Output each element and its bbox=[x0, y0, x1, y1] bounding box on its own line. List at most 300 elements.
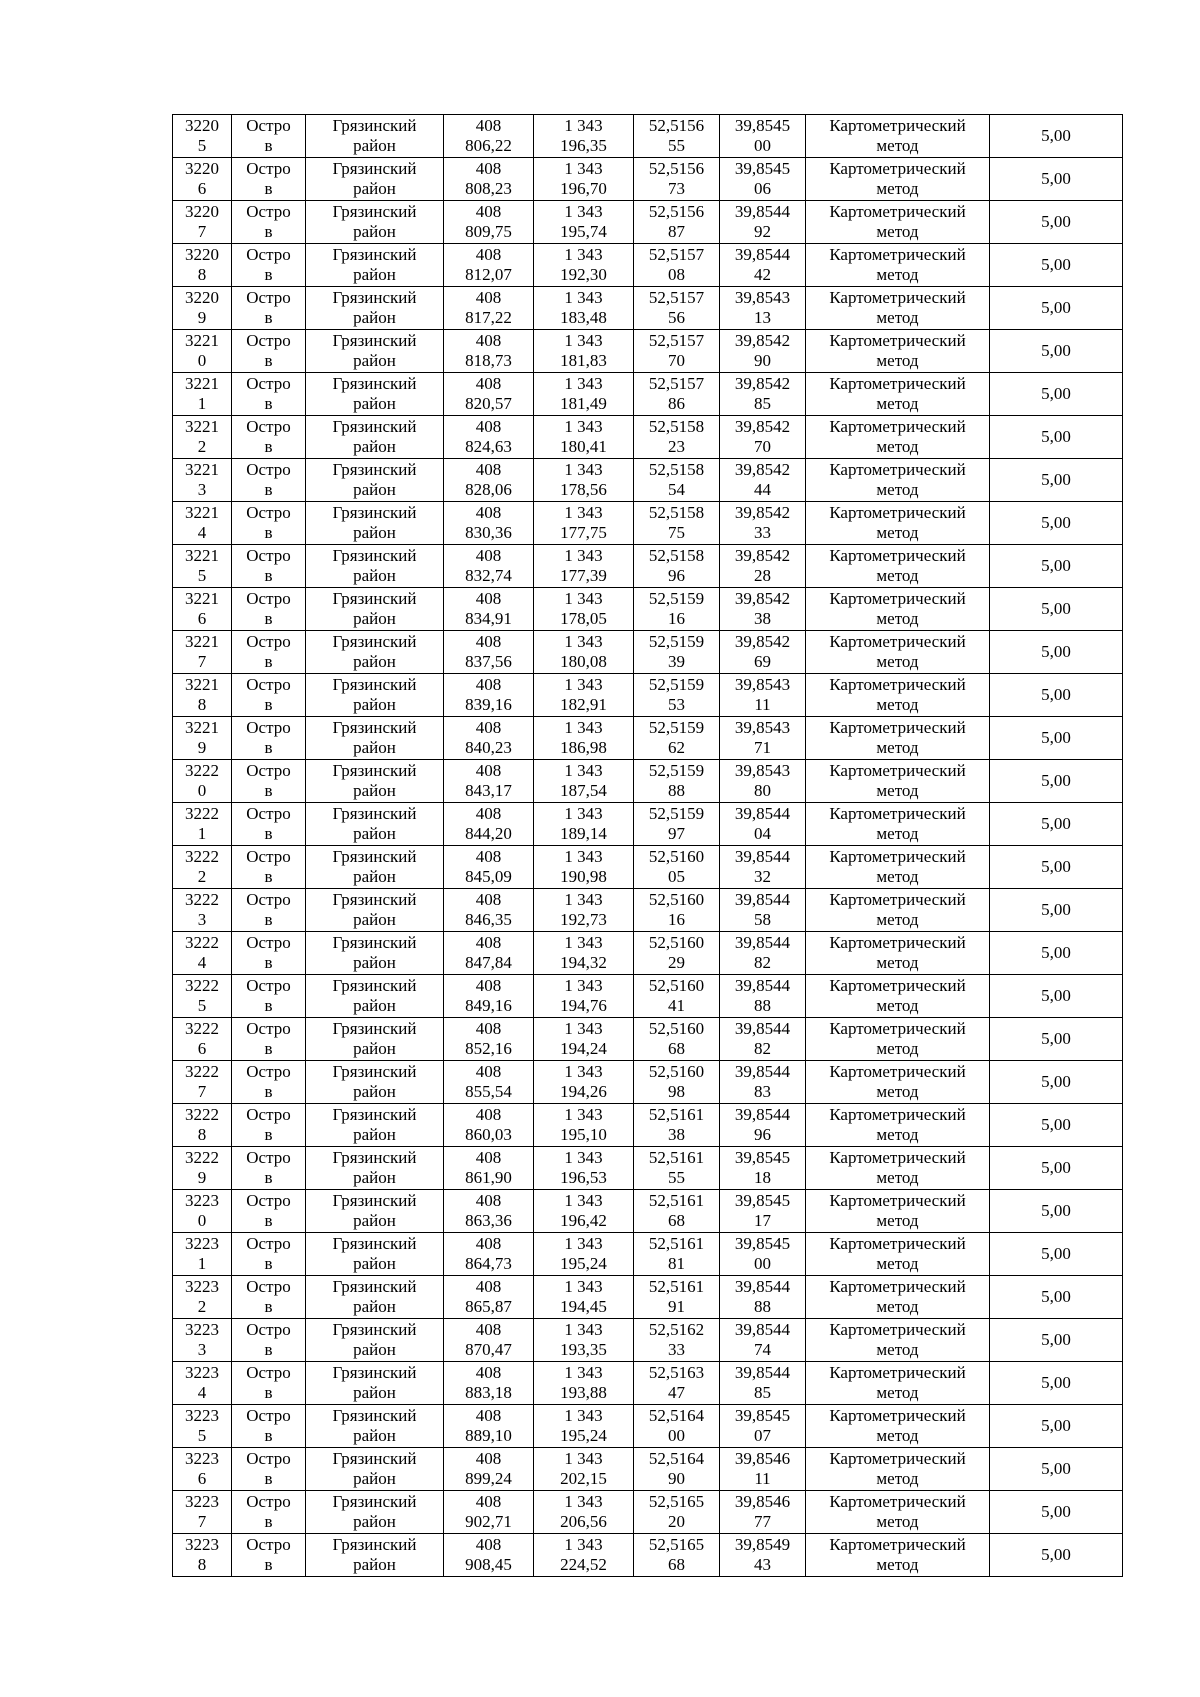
y-coordinate-cell bbox=[534, 588, 634, 631]
method-line: Картометрический bbox=[829, 675, 966, 694]
method-line: метод bbox=[876, 394, 919, 413]
district-cell bbox=[306, 1190, 444, 1233]
accuracy-value: 5,00 bbox=[1041, 1287, 1071, 1306]
longitude-line: 39,8544 bbox=[734, 933, 791, 952]
x-coordinate-line: 408 bbox=[475, 288, 502, 307]
y-coordinate-line: 180,08 bbox=[560, 652, 607, 671]
latitude-line: 05 bbox=[668, 867, 685, 886]
point-number-line: 3221 bbox=[185, 417, 219, 436]
method-line: Картометрический bbox=[829, 417, 966, 436]
longitude-line: 77 bbox=[754, 1512, 771, 1531]
x-coordinate-cell bbox=[444, 674, 534, 717]
x-coordinate-cell bbox=[444, 1448, 534, 1491]
point-number-cell bbox=[173, 115, 232, 158]
x-coordinate-line: 408 bbox=[475, 546, 502, 565]
table-row bbox=[173, 373, 1123, 416]
longitude-cell bbox=[720, 1061, 806, 1104]
x-coordinate-line: 408 bbox=[475, 1363, 502, 1382]
object-type-line: в bbox=[264, 222, 273, 241]
x-coordinate-line: 408 bbox=[475, 331, 502, 350]
object-type-cell bbox=[232, 760, 306, 803]
y-coordinate-cell bbox=[534, 846, 634, 889]
method-line: Картометрический bbox=[829, 1492, 966, 1511]
latitude-cell bbox=[634, 1491, 720, 1534]
table-row bbox=[173, 1491, 1123, 1534]
longitude-line: 04 bbox=[754, 824, 771, 843]
y-coordinate-line: 194,76 bbox=[560, 996, 607, 1015]
district-cell bbox=[306, 846, 444, 889]
longitude-line: 00 bbox=[754, 136, 771, 155]
y-coordinate-line: 1 343 bbox=[564, 1191, 603, 1210]
point-number-line: 7 bbox=[197, 652, 207, 671]
longitude-line: 85 bbox=[754, 1383, 771, 1402]
latitude-line: 52,5161 bbox=[648, 1191, 705, 1210]
longitude-cell bbox=[720, 201, 806, 244]
longitude-line: 39,8544 bbox=[734, 804, 791, 823]
method-line: метод bbox=[876, 437, 919, 456]
accuracy-cell bbox=[990, 803, 1123, 846]
method-line: метод bbox=[876, 609, 919, 628]
district-line: Грязинский bbox=[332, 933, 417, 952]
method-cell bbox=[806, 416, 990, 459]
district-cell bbox=[306, 1405, 444, 1448]
latitude-cell bbox=[634, 1233, 720, 1276]
x-coordinate-cell bbox=[444, 158, 534, 201]
object-type-line: Остро bbox=[246, 1062, 291, 1081]
x-coordinate-line: 408 bbox=[475, 1492, 502, 1511]
latitude-cell bbox=[634, 1448, 720, 1491]
method-cell bbox=[806, 545, 990, 588]
point-number-line: 3222 bbox=[185, 1019, 219, 1038]
point-number-line: 3223 bbox=[185, 1363, 219, 1382]
object-type-line: в bbox=[264, 695, 273, 714]
method-cell bbox=[806, 1319, 990, 1362]
object-type-line: Остро bbox=[246, 159, 291, 178]
table-row bbox=[173, 674, 1123, 717]
object-type-cell bbox=[232, 1276, 306, 1319]
longitude-cell bbox=[720, 1362, 806, 1405]
x-coordinate-line: 408 bbox=[475, 890, 502, 909]
x-coordinate-cell bbox=[444, 1276, 534, 1319]
y-coordinate-line: 1 343 bbox=[564, 718, 603, 737]
accuracy-cell bbox=[990, 1276, 1123, 1319]
x-coordinate-line: 855,54 bbox=[465, 1082, 512, 1101]
accuracy-value: 5,00 bbox=[1041, 1244, 1071, 1263]
longitude-cell bbox=[720, 373, 806, 416]
longitude-cell bbox=[720, 1448, 806, 1491]
y-coordinate-cell bbox=[534, 1405, 634, 1448]
district-line: район bbox=[353, 1383, 396, 1402]
latitude-cell bbox=[634, 459, 720, 502]
method-line: Картометрический bbox=[829, 1449, 966, 1468]
y-coordinate-line: 1 343 bbox=[564, 503, 603, 522]
latitude-line: 52,5156 bbox=[648, 116, 705, 135]
y-coordinate-line: 182,91 bbox=[560, 695, 607, 714]
object-type-cell bbox=[232, 115, 306, 158]
latitude-cell bbox=[634, 588, 720, 631]
accuracy-value: 5,00 bbox=[1041, 900, 1071, 919]
longitude-line: 39,8543 bbox=[734, 718, 791, 737]
table-row bbox=[173, 1061, 1123, 1104]
longitude-line: 39,8542 bbox=[734, 374, 791, 393]
x-coordinate-line: 408 bbox=[475, 1406, 502, 1425]
district-line: Грязинский bbox=[332, 331, 417, 350]
accuracy-value: 5,00 bbox=[1041, 728, 1071, 747]
latitude-line: 52,5157 bbox=[648, 331, 705, 350]
accuracy-value: 5,00 bbox=[1041, 169, 1071, 188]
object-type-line: Остро bbox=[246, 1019, 291, 1038]
longitude-line: 70 bbox=[754, 437, 771, 456]
x-coordinate-cell bbox=[444, 545, 534, 588]
point-number-cell bbox=[173, 889, 232, 932]
latitude-line: 68 bbox=[668, 1555, 685, 1574]
point-number-cell bbox=[173, 932, 232, 975]
method-cell bbox=[806, 1233, 990, 1276]
district-cell bbox=[306, 588, 444, 631]
table-row bbox=[173, 459, 1123, 502]
y-coordinate-line: 192,30 bbox=[560, 265, 607, 284]
method-line: Картометрический bbox=[829, 761, 966, 780]
method-line: метод bbox=[876, 480, 919, 499]
latitude-cell bbox=[634, 803, 720, 846]
point-number-line: 3221 bbox=[185, 675, 219, 694]
point-number-line: 3222 bbox=[185, 890, 219, 909]
point-number-cell bbox=[173, 1276, 232, 1319]
method-line: метод bbox=[876, 1469, 919, 1488]
x-coordinate-line: 808,23 bbox=[465, 179, 512, 198]
method-cell bbox=[806, 717, 990, 760]
longitude-line: 39,8545 bbox=[734, 1148, 791, 1167]
object-type-cell bbox=[232, 674, 306, 717]
y-coordinate-line: 1 343 bbox=[564, 933, 603, 952]
x-coordinate-cell bbox=[444, 416, 534, 459]
latitude-line: 55 bbox=[668, 136, 685, 155]
method-line: Картометрический bbox=[829, 1062, 966, 1081]
district-line: Грязинский bbox=[332, 718, 417, 737]
district-cell bbox=[306, 1147, 444, 1190]
method-line: метод bbox=[876, 136, 919, 155]
latitude-line: 52,5159 bbox=[648, 632, 705, 651]
point-number-line: 3222 bbox=[185, 761, 219, 780]
latitude-line: 52,5161 bbox=[648, 1234, 705, 1253]
object-type-cell bbox=[232, 1233, 306, 1276]
method-cell bbox=[806, 502, 990, 545]
table-row bbox=[173, 244, 1123, 287]
longitude-line: 39,8543 bbox=[734, 288, 791, 307]
method-line: Картометрический bbox=[829, 1105, 966, 1124]
point-number-cell bbox=[173, 631, 232, 674]
method-line: Картометрический bbox=[829, 159, 966, 178]
point-number-cell bbox=[173, 1233, 232, 1276]
x-coordinate-line: 908,45 bbox=[465, 1555, 512, 1574]
point-number-line: 9 bbox=[197, 1168, 207, 1187]
longitude-cell bbox=[720, 631, 806, 674]
method-line: Картометрический bbox=[829, 1277, 966, 1296]
x-coordinate-line: 408 bbox=[475, 632, 502, 651]
object-type-line: в bbox=[264, 1555, 273, 1574]
district-line: Грязинский bbox=[332, 1492, 417, 1511]
district-line: Грязинский bbox=[332, 632, 417, 651]
x-coordinate-line: 865,87 bbox=[465, 1297, 512, 1316]
y-coordinate-cell bbox=[534, 459, 634, 502]
latitude-cell bbox=[634, 373, 720, 416]
accuracy-value: 5,00 bbox=[1041, 1545, 1071, 1564]
object-type-line: Остро bbox=[246, 374, 291, 393]
y-coordinate-cell bbox=[534, 1534, 634, 1577]
method-cell bbox=[806, 1534, 990, 1577]
point-number-line: 3221 bbox=[185, 589, 219, 608]
y-coordinate-line: 1 343 bbox=[564, 1062, 603, 1081]
object-type-line: в bbox=[264, 1211, 273, 1230]
latitude-cell bbox=[634, 1405, 720, 1448]
longitude-line: 39,8544 bbox=[734, 245, 791, 264]
point-number-line: 2 bbox=[197, 867, 207, 886]
longitude-line: 88 bbox=[754, 996, 771, 1015]
object-type-cell bbox=[232, 502, 306, 545]
y-coordinate-line: 1 343 bbox=[564, 1406, 603, 1425]
latitude-line: 86 bbox=[668, 394, 685, 413]
object-type-cell bbox=[232, 1147, 306, 1190]
method-line: Картометрический bbox=[829, 847, 966, 866]
latitude-line: 91 bbox=[668, 1297, 685, 1316]
x-coordinate-line: 408 bbox=[475, 417, 502, 436]
district-cell bbox=[306, 889, 444, 932]
y-coordinate-cell bbox=[534, 416, 634, 459]
method-line: Картометрический bbox=[829, 976, 966, 995]
method-line: метод bbox=[876, 566, 919, 585]
point-number-cell bbox=[173, 1190, 232, 1233]
accuracy-value: 5,00 bbox=[1041, 943, 1071, 962]
longitude-line: 39,8542 bbox=[734, 589, 791, 608]
district-line: район bbox=[353, 867, 396, 886]
table-row bbox=[173, 287, 1123, 330]
object-type-cell bbox=[232, 545, 306, 588]
method-line: метод bbox=[876, 652, 919, 671]
method-line: метод bbox=[876, 1555, 919, 1574]
longitude-line: 39,8545 bbox=[734, 159, 791, 178]
point-number-line: 3222 bbox=[185, 1062, 219, 1081]
object-type-line: в bbox=[264, 652, 273, 671]
district-line: Грязинский bbox=[332, 460, 417, 479]
district-line: Грязинский bbox=[332, 890, 417, 909]
latitude-line: 55 bbox=[668, 1168, 685, 1187]
accuracy-cell bbox=[990, 1061, 1123, 1104]
district-line: район bbox=[353, 179, 396, 198]
point-number-cell bbox=[173, 416, 232, 459]
latitude-cell bbox=[634, 1534, 720, 1577]
object-type-line: в bbox=[264, 308, 273, 327]
accuracy-cell bbox=[990, 1448, 1123, 1491]
object-type-cell bbox=[232, 1362, 306, 1405]
latitude-line: 87 bbox=[668, 222, 685, 241]
object-type-cell bbox=[232, 158, 306, 201]
district-cell bbox=[306, 115, 444, 158]
method-line: метод bbox=[876, 781, 919, 800]
y-coordinate-line: 1 343 bbox=[564, 589, 603, 608]
point-number-line: 7 bbox=[197, 1512, 207, 1531]
district-line: Грязинский bbox=[332, 1191, 417, 1210]
y-coordinate-line: 181,83 bbox=[560, 351, 607, 370]
table-row bbox=[173, 545, 1123, 588]
table-row bbox=[173, 760, 1123, 803]
x-coordinate-cell bbox=[444, 1018, 534, 1061]
method-line: метод bbox=[876, 265, 919, 284]
longitude-line: 71 bbox=[754, 738, 771, 757]
latitude-line: 68 bbox=[668, 1039, 685, 1058]
object-type-line: Остро bbox=[246, 1492, 291, 1511]
longitude-line: 18 bbox=[754, 1168, 771, 1187]
object-type-cell bbox=[232, 373, 306, 416]
accuracy-value: 5,00 bbox=[1041, 986, 1071, 1005]
latitude-line: 52,5162 bbox=[648, 1320, 705, 1339]
object-type-line: в bbox=[264, 1383, 273, 1402]
district-line: район bbox=[353, 1211, 396, 1230]
longitude-cell bbox=[720, 158, 806, 201]
object-type-cell bbox=[232, 975, 306, 1018]
accuracy-value: 5,00 bbox=[1041, 1029, 1071, 1048]
point-number-cell bbox=[173, 1147, 232, 1190]
y-coordinate-line: 186,98 bbox=[560, 738, 607, 757]
district-cell bbox=[306, 545, 444, 588]
latitude-line: 53 bbox=[668, 695, 685, 714]
y-coordinate-line: 1 343 bbox=[564, 245, 603, 264]
point-number-cell bbox=[173, 803, 232, 846]
latitude-line: 16 bbox=[668, 609, 685, 628]
y-coordinate-line: 1 343 bbox=[564, 847, 603, 866]
object-type-cell bbox=[232, 1534, 306, 1577]
y-coordinate-cell bbox=[534, 631, 634, 674]
method-line: метод bbox=[876, 1039, 919, 1058]
method-cell bbox=[806, 1276, 990, 1319]
latitude-cell bbox=[634, 932, 720, 975]
object-type-line: в bbox=[264, 1168, 273, 1187]
method-cell bbox=[806, 932, 990, 975]
y-coordinate-line: 187,54 bbox=[560, 781, 607, 800]
y-coordinate-line: 194,26 bbox=[560, 1082, 607, 1101]
y-coordinate-cell bbox=[534, 717, 634, 760]
longitude-cell bbox=[720, 244, 806, 287]
point-number-cell bbox=[173, 502, 232, 545]
longitude-cell bbox=[720, 803, 806, 846]
latitude-line: 52,5157 bbox=[648, 245, 705, 264]
y-coordinate-cell bbox=[534, 1362, 634, 1405]
longitude-line: 07 bbox=[754, 1426, 771, 1445]
y-coordinate-cell bbox=[534, 803, 634, 846]
district-line: Грязинский bbox=[332, 1234, 417, 1253]
y-coordinate-line: 206,56 bbox=[560, 1512, 607, 1531]
latitude-cell bbox=[634, 674, 720, 717]
point-number-line: 3223 bbox=[185, 1535, 219, 1554]
district-line: Грязинский bbox=[332, 761, 417, 780]
point-number-cell bbox=[173, 846, 232, 889]
latitude-cell bbox=[634, 115, 720, 158]
x-coordinate-line: 408 bbox=[475, 1148, 502, 1167]
object-type-line: Остро bbox=[246, 1449, 291, 1468]
point-number-line: 3222 bbox=[185, 847, 219, 866]
longitude-line: 39,8544 bbox=[734, 1019, 791, 1038]
method-cell bbox=[806, 760, 990, 803]
method-cell bbox=[806, 889, 990, 932]
method-line: метод bbox=[876, 953, 919, 972]
method-line: метод bbox=[876, 523, 919, 542]
accuracy-value: 5,00 bbox=[1041, 513, 1071, 532]
district-line: район bbox=[353, 1469, 396, 1488]
object-type-cell bbox=[232, 1104, 306, 1147]
x-coordinate-line: 809,75 bbox=[465, 222, 512, 241]
method-line: метод bbox=[876, 1254, 919, 1273]
point-number-line: 0 bbox=[197, 1211, 207, 1230]
longitude-line: 39,8544 bbox=[734, 1062, 791, 1081]
object-type-line: Остро bbox=[246, 804, 291, 823]
table-row bbox=[173, 1018, 1123, 1061]
longitude-line: 39,8545 bbox=[734, 1191, 791, 1210]
method-cell bbox=[806, 1104, 990, 1147]
x-coordinate-line: 847,84 bbox=[465, 953, 512, 972]
latitude-line: 52,5159 bbox=[648, 675, 705, 694]
method-cell bbox=[806, 1147, 990, 1190]
point-number-cell bbox=[173, 330, 232, 373]
district-line: Грязинский bbox=[332, 1105, 417, 1124]
latitude-line: 29 bbox=[668, 953, 685, 972]
method-line: Картометрический bbox=[829, 1019, 966, 1038]
latitude-cell bbox=[634, 1362, 720, 1405]
y-coordinate-line: 189,14 bbox=[560, 824, 607, 843]
x-coordinate-cell bbox=[444, 330, 534, 373]
latitude-cell bbox=[634, 330, 720, 373]
y-coordinate-line: 1 343 bbox=[564, 1277, 603, 1296]
x-coordinate-line: 408 bbox=[475, 933, 502, 952]
point-number-line: 9 bbox=[197, 308, 207, 327]
object-type-cell bbox=[232, 1448, 306, 1491]
district-line: район bbox=[353, 437, 396, 456]
object-type-line: в bbox=[264, 136, 273, 155]
method-line: метод bbox=[876, 996, 919, 1015]
y-coordinate-line: 177,75 bbox=[560, 523, 607, 542]
latitude-cell bbox=[634, 889, 720, 932]
district-cell bbox=[306, 1104, 444, 1147]
latitude-cell bbox=[634, 1104, 720, 1147]
district-line: Грязинский bbox=[332, 589, 417, 608]
district-line: район bbox=[353, 523, 396, 542]
x-coordinate-cell bbox=[444, 1233, 534, 1276]
latitude-line: 70 bbox=[668, 351, 685, 370]
y-coordinate-cell bbox=[534, 1319, 634, 1362]
y-coordinate-line: 1 343 bbox=[564, 546, 603, 565]
district-cell bbox=[306, 1319, 444, 1362]
method-cell bbox=[806, 631, 990, 674]
y-coordinate-line: 1 343 bbox=[564, 116, 603, 135]
object-type-cell bbox=[232, 588, 306, 631]
latitude-line: 52,5161 bbox=[648, 1105, 705, 1124]
object-type-line: в bbox=[264, 1297, 273, 1316]
longitude-line: 39,8542 bbox=[734, 632, 791, 651]
district-line: район bbox=[353, 738, 396, 757]
method-cell bbox=[806, 373, 990, 416]
table-row bbox=[173, 1233, 1123, 1276]
method-cell bbox=[806, 1018, 990, 1061]
point-number-line: 4 bbox=[197, 1383, 207, 1402]
accuracy-value: 5,00 bbox=[1041, 341, 1071, 360]
y-coordinate-line: 1 343 bbox=[564, 976, 603, 995]
district-line: Грязинский bbox=[332, 1406, 417, 1425]
x-coordinate-line: 408 bbox=[475, 1277, 502, 1296]
point-number-cell bbox=[173, 373, 232, 416]
object-type-cell bbox=[232, 1491, 306, 1534]
point-number-cell bbox=[173, 244, 232, 287]
point-number-line: 3220 bbox=[185, 159, 219, 178]
district-line: район bbox=[353, 609, 396, 628]
district-line: район bbox=[353, 996, 396, 1015]
